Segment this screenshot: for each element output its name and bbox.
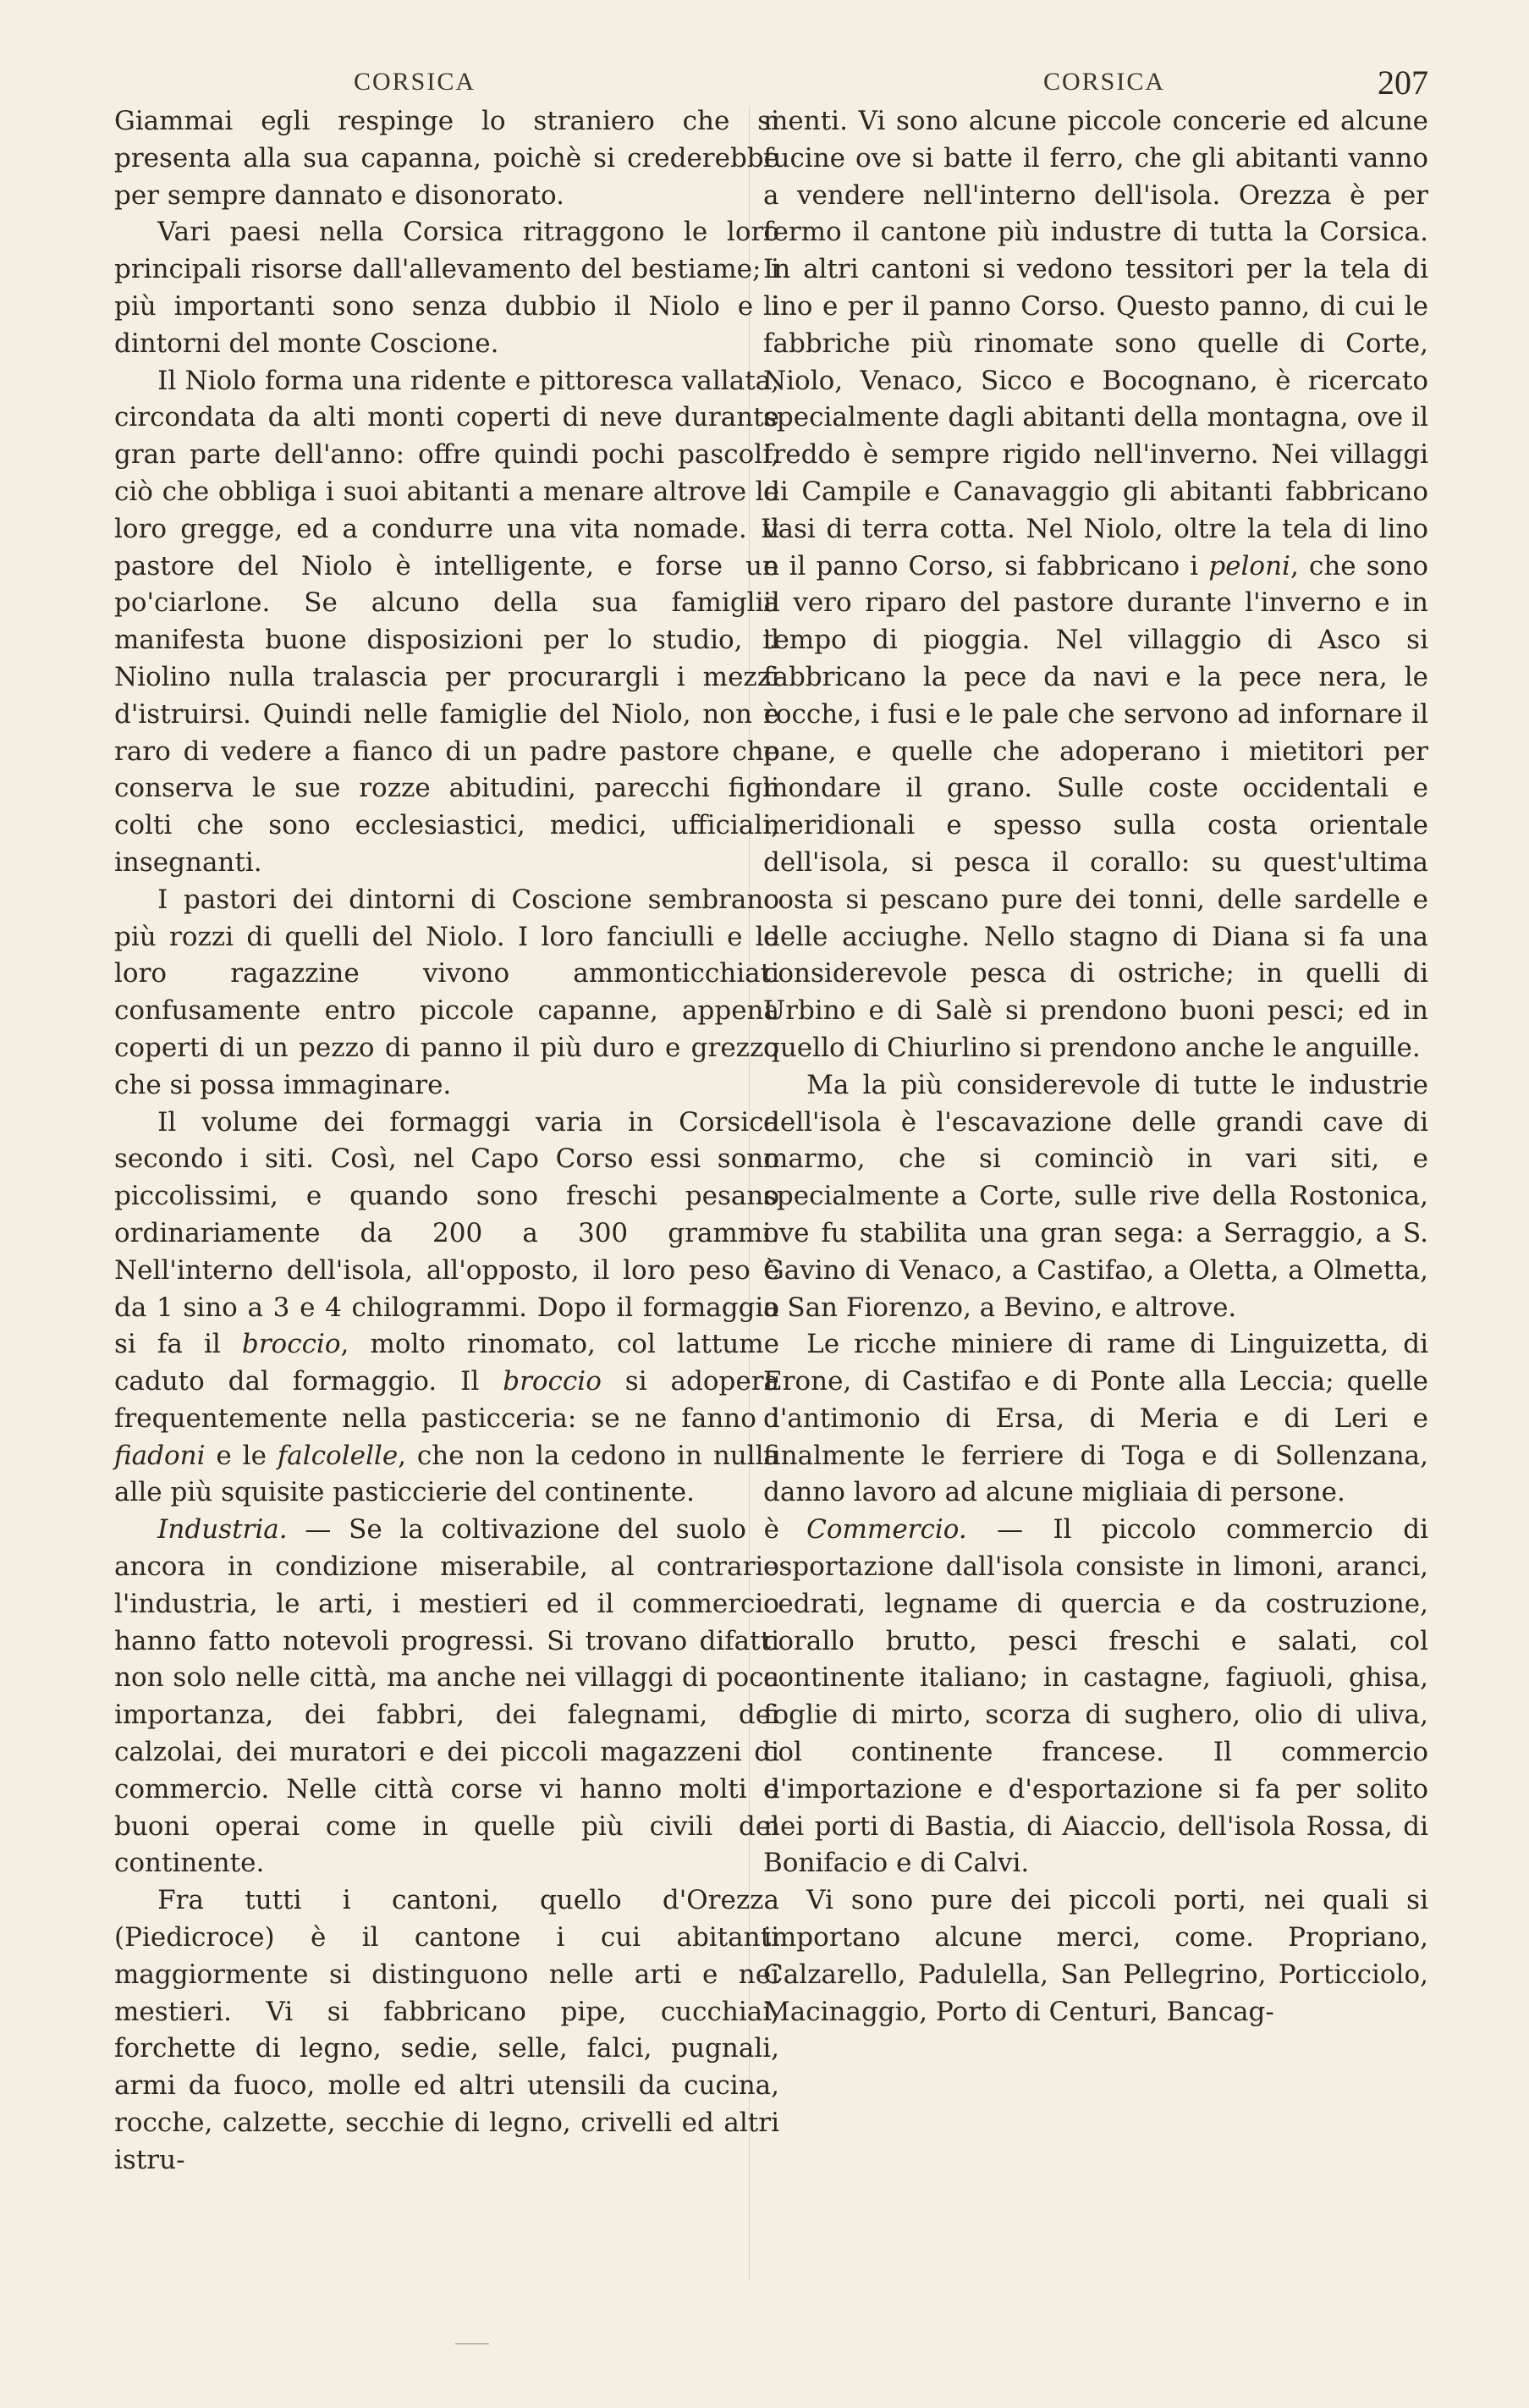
paragraph: Vi sono pure dei piccoli porti, nei quali si importano alcune merci, come. Propriano, Calzarello, Padulella, San Pellegrino, Porticciolo, Macinaggio, Porto di Centuri, Bancag- <box>763 1885 1428 2027</box>
paragraph <box>114 1105 779 1513</box>
paragraph: Il Niolo forma una ridente e pittoresca vallata, circondata da alti monti coperti di neve durante gran parte dell'anno: offre quindi pochi pascoli, ciò che obbliga i suoi abitanti a menare altrove le loro gregge, ed a condurre una vita nomade. Il pastore del Niolo è intelligente, e forse un po'ciarlone. Se alcuno della sua famiglia manifesta buone disposizioni per lo studio, il Niolino nulla tralascia per procurargli i mezzi d'istruirsi. Quindi nelle famiglie del Niolo, non è raro di vedere a fianco di un padre pastore che conserva le sue rozze abitudini, parecchi figli colti che sono ecclesiastici, medici, ufficiali, insegnanti. <box>114 365 779 878</box>
text-run: , che non la cedono in nulla alle più squisite pasticcierie del continente. <box>114 1440 779 1508</box>
text-run: e le <box>205 1440 278 1471</box>
paragraph: Ma la più considerevole di tutte le industrie dell'isola è l'escavazione delle grandi cave di marmo, che si cominciò in vari siti, e specialmente a Corte, sulle rive della Rostonica, ove fu stabilita una gran sega: a Serraggio, a S. Gavino di Venaco, a Castifao, a Oletta, a Olmetta, a San Fiorenzo, a Bevino, e altrove. <box>763 1069 1428 1323</box>
paragraph: I pastori dei dintorni di Coscione sembrano più rozzi di quelli del Niolo. I loro fanciulli e le loro ragazzine vivono ammonticchiati confusamente entro piccole capanne, appena coperti di un pezzo di panno il più duro e grezzo che si possa immaginare. <box>114 884 779 1100</box>
text-run: Il volume dei formaggi varia in Corsica secondo i siti. Così, nel Capo Corso essi sono piccolissimi, e quando sono freschi pesano ordinariamente da 200 a 300 grammi. Nell'interno dell'isola, all'opposto, il loro peso è da 1 sino a 3 e 4 chilogrammi. Dopo il formaggio si fa il <box>114 1106 779 1360</box>
text-run: — Se la coltivazione del suolo è ancora in condizione miserabile, al contrario l'industria, le arti, i mestieri ed il commercio hanno fatto notevoli progressi. Si trovano difatti non solo nelle città, ma anche nei villaggi di poca importanza, dei fabbri, dei falegnami, dei calzolai, dei muratori e dei piccoli magazzeni di commercio. Nelle città corse vi hanno molti e buoni operai come in quelle più civili del continente. <box>114 1514 779 1879</box>
left-column <box>114 103 779 2179</box>
bottom-mark <box>455 2343 489 2345</box>
running-title-right: CORSICA <box>1043 68 1166 96</box>
page-number: 207 <box>1378 63 1428 102</box>
text-run: , molto rinomato, col lattume caduto dal formaggio. Il <box>114 1329 779 1397</box>
running-title-left: CORSICA <box>354 68 476 96</box>
paragraph: Vari paesi nella Corsica ritraggono le loro principali risorse dall'allevamento del bestiame; i più importanti sono senza dubbio il Niolo e i dintorni del monte Coscione. <box>114 217 779 359</box>
paragraph <box>114 1512 779 1882</box>
paragraph: Fra tutti i cantoni, quello d'Orezza (Piedicroce) è il cantone i cui abitanti maggiormente si distinguono nelle arti e nei mestieri. Vi si fabbricano pipe, cucchiai, forchette di legno, sedie, selle, falci, pugnali, armi da fuoco, molle ed altri utensili da cucina, rocche, calzette, secchie di legno, crivelli ed altri istru- <box>114 1885 779 2175</box>
paragraph <box>763 1512 1428 1882</box>
italic-term: broccio <box>503 1366 602 1397</box>
italic-term: fiadoni <box>114 1440 206 1471</box>
text-run: si adopera frequentemente nella pasticceria: se ne fanno i <box>114 1366 779 1434</box>
paragraph <box>763 103 1428 1067</box>
text-run: — Il piccolo commercio di esportazione dall'isola consiste in limoni, aranci, cedrati, legname di quercia e da costruzione, corallo brutto, pesci freschi e salati, col continente italiano; in castagne, fagiuoli, ghisa, foglie di mirto, scorza di sughero, olio di uliva, col continente francese. Il commercio d'importazione e d'esportazione si fa per solito nei porti di Bastia, di Aiaccio, dell'isola Rossa, di Bonifacio e di Calvi. <box>763 1514 1428 1879</box>
right-column <box>763 103 1428 2031</box>
section-heading: Commercio. <box>806 1514 967 1546</box>
text-run: , che sono il vero riparo del pastore durante l'inverno e in tempo di pioggia. Nel villaggio di Asco si fabbricano la pece da navi e la pece nera, le rocche, i fusi e le pale che servono ad infornare il pane, e quelle che adoperano i mietitori per mondare il grano. Sulle coste occidentali e meridionali e spesso sulla costa orientale dell'isola, si pesca il corallo: su quest'ultima costa si pescano pure dei tonni, delle sardelle e delle acciughe. Nello stagno di Diana si fa una considerevole pesca di ostriche; in quelli di Urbino e di Salè si prendono buoni pesci; ed in quello di Chiurlino si prendono anche le anguille. <box>763 550 1429 1063</box>
paragraph: Le ricche miniere di rame di Linguizetta, di Erone, di Castifao e di Ponte alla Leccia; quelle d'antimonio di Ersa, di Meria e di Leri e finalmente le ferriere di Toga e di Sollenzana, danno lavoro ad alcune migliaia di persone. <box>763 1329 1428 1508</box>
text-run: menti. Vi sono alcune piccole concerie ed alcune fucine ove si batte il ferro, che gli abitanti vanno a vendere nell'interno dell'isola. Orezza è per fermo il cantone più industre di tutta la Corsica. In altri cantoni si vedono tessitori per la tela di lino e per il panno Corso. Questo panno, di cui le fabbriche più rinomate sono quelle di Corte, Niolo, Venaco, Sicco e Bocognano, è ricercato specialmente dagli abitanti della montagna, ove il freddo è sempre rigido nell'inverno. Nei villaggi di Campile e Canavaggio gli abitanti fabbricano vasi di terra cotta. Nel Niolo, oltre la tela di lino e il panno Corso, si fabbricano i <box>763 106 1428 581</box>
section-heading: Industria. <box>157 1514 288 1546</box>
italic-term: broccio <box>241 1329 341 1360</box>
italic-term: falcolelle <box>277 1440 399 1471</box>
paragraph: Giammai egli respinge lo straniero che si presenta alla sua capanna, poichè si crederebbe per sempre dannato e disonorato. <box>114 106 779 211</box>
italic-term: peloni <box>1208 550 1290 581</box>
